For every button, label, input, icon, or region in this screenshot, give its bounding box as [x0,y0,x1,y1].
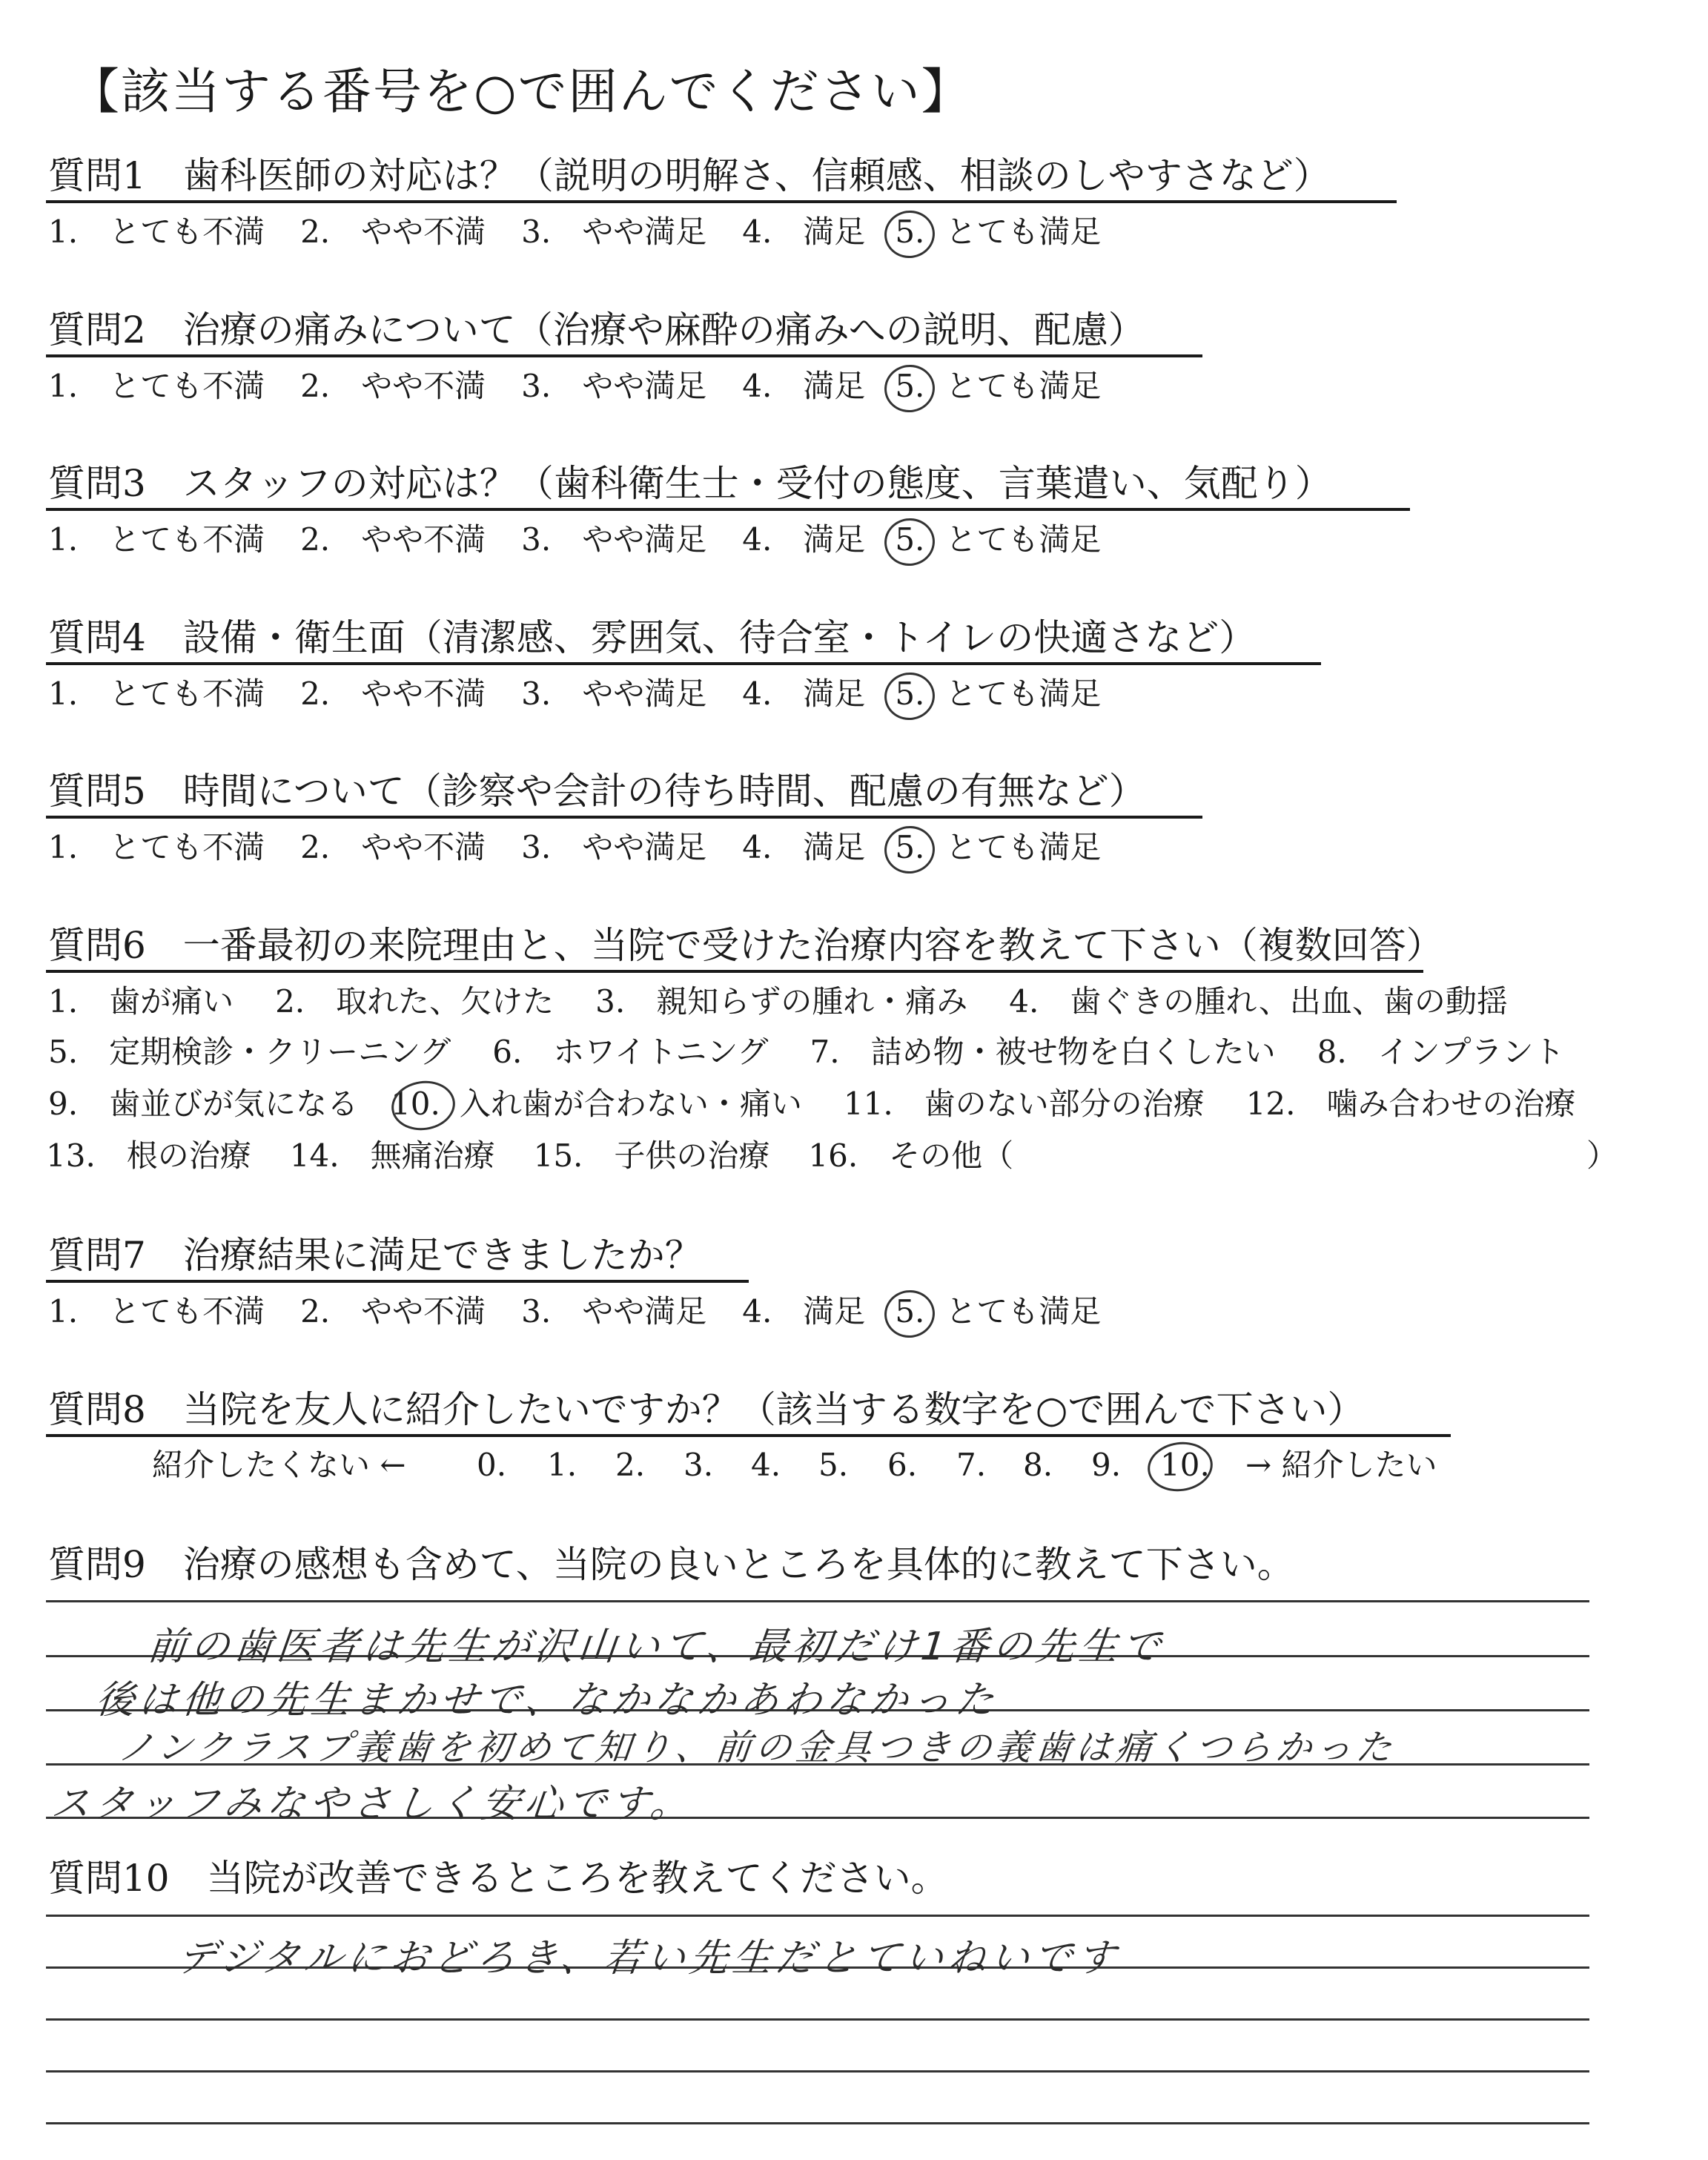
question-5-options [48,829,1102,865]
q6-option-9[interactable]: 9. 歯並びが気になる [48,1086,359,1122]
q9-answer-line-2: 後は他の先生まかせで、なかなかあわなかった [93,1678,1001,1723]
question-4-options [48,678,1101,710]
question-2-title: 質問2 治療の痛みについて（治療や麻酔の痛みへの説明、配慮） [48,308,1145,351]
question-4-underline [46,662,1321,665]
q8-option-5[interactable]: 5. [818,1447,849,1483]
question-8-right-label: → 紹介したい [1245,1447,1437,1483]
option-3[interactable]: 3. やや満足 [521,368,707,404]
question-5-title: 質問5 時間について（診察や会計の待ち時間、配慮の有無など） [48,770,1146,813]
question-6-row-1 [48,983,1508,1020]
option-5-label: とても満足 [945,676,1102,712]
answer-line [46,1915,1589,1917]
q8-option-3[interactable]: 3. [683,1447,714,1483]
option-5-label: とても満足 [945,829,1102,865]
q6-option-10-label: 入れ歯が合わない・痛い [459,1086,802,1122]
option-2[interactable]: 2. やや不満 [300,368,486,404]
q6-option-12[interactable]: 12. 噛み合わせの治療 [1245,1086,1576,1122]
other-close-paren: ） [1586,1137,1618,1174]
q6-option-10[interactable]: 10. [391,1086,440,1122]
q6-option-4[interactable]: 4. 歯ぐきの腫れ、出血、歯の動揺 [1009,983,1508,1020]
option-5[interactable]: 5. [895,829,925,865]
option-4[interactable]: 4. 満足 [742,214,866,250]
q8-option-7[interactable]: 7. [956,1447,987,1483]
option-5[interactable]: 5. [895,214,925,250]
option-2[interactable]: 2. やや不満 [300,1293,486,1330]
question-5-underline [46,816,1202,819]
option-1[interactable]: 1. とても不満 [48,214,265,250]
answer-line [46,2122,1589,2124]
q6-option-2[interactable]: 2. 取れた、欠けた [275,983,555,1020]
question-6-title: 質問6 一番最初の来院理由と、当院で受けた治療内容を教えて下さい（複数回答） [48,924,1443,967]
option-1[interactable]: 1. とても不満 [48,368,265,404]
q9-answer-line-1: 前の歯医者は先生が沢山いて、最初だけ1番の先生で [145,1625,1168,1669]
option-3[interactable]: 3. やや満足 [521,1293,707,1330]
q8-option-4[interactable]: 4. [751,1447,781,1483]
q8-option-1[interactable]: 1. [547,1447,577,1483]
question-8-title: 質問8 当院を友人に紹介したいですか？（該当する数字を○で囲んで下さい） [48,1388,1365,1431]
question-6-row-3 [48,1086,1576,1122]
question-1-underline [46,200,1397,203]
question-6-row-4 [46,1137,1014,1174]
question-6-underline [46,970,1423,973]
option-4[interactable]: 4. 満足 [742,829,866,865]
q9-answer-line-3: ノンクラスプ義歯を初めて知り、前の金具つきの義歯は痛くつらかった [116,1727,1399,1768]
q8-option-8[interactable]: 8. [1023,1447,1053,1483]
question-7-underline [46,1280,749,1283]
question-9-title: 質問9 治療の感想も含めて、当院の良いところを具体的に教えて下さい。 [48,1543,1294,1586]
q8-option-0[interactable]: 0. [477,1447,507,1483]
option-4[interactable]: 4. 満足 [742,1293,866,1330]
q6-option-14[interactable]: 14. 無痛治療 [289,1137,495,1174]
option-5[interactable]: 5. [895,521,925,558]
question-7-title: 質問7 治療結果に満足できましたか？ [48,1234,702,1277]
question-3-underline [46,508,1410,511]
option-5[interactable]: 5. [895,676,925,712]
question-8-underline [46,1434,1451,1437]
selected-circle-q7 [881,1287,938,1341]
option-5-label: とても満足 [945,1293,1102,1330]
q6-option-8[interactable]: 8. インプラント [1317,1034,1565,1070]
answer-line [46,2018,1589,2021]
q8-option-2[interactable]: 2. [615,1447,646,1483]
option-1[interactable]: 1. とても不満 [48,521,265,558]
option-5[interactable]: 5. [895,368,925,404]
answer-line [46,2070,1589,2073]
option-5-label: とても満足 [945,521,1102,558]
form-heading: 【該当する番号を○で囲んでください】 [70,63,972,120]
question-1-options [48,214,1102,250]
option-5-label: とても満足 [945,368,1102,404]
option-2[interactable]: 2. やや不満 [300,676,486,712]
question-4-title: 質問4 設備・衛生面（清潔感、雰囲気、待合室・トイレの快適さなど） [48,616,1257,659]
question-8-left-label: 紹介したくない ← [152,1447,406,1483]
option-3[interactable]: 3. やや満足 [521,521,707,558]
selected-circle-q5 [881,823,938,877]
question-2-options [48,368,1102,404]
option-4[interactable]: 4. 満足 [742,368,866,404]
question-1-title: 質問1 歯科医師の対応は？（説明の明解さ、信頼感、相談のしやすさなど） [48,154,1331,197]
q8-option-6[interactable]: 6. [887,1447,918,1483]
answer-line [46,1600,1589,1602]
question-6-row-2 [48,1034,1565,1070]
q6-option-11[interactable]: 11. 歯のない部分の治療 [843,1086,1205,1122]
option-2[interactable]: 2. やや不満 [300,521,486,558]
q6-option-1[interactable]: 1. 歯が痛い [48,983,234,1020]
q10-answer-line-1: デジタルにおどろき、若い先生だとていねいです [175,1936,1122,1981]
option-5[interactable]: 5. [895,1293,925,1330]
option-2[interactable]: 2. やや不満 [300,214,486,250]
option-3[interactable]: 3. やや満足 [521,676,707,712]
q6-option-16[interactable]: 16. その他（ [808,1137,1014,1174]
q6-option-7[interactable]: 7. 詰め物・被せ物を白くしたい [810,1034,1276,1070]
option-1[interactable]: 1. とても不満 [48,676,265,712]
option-3[interactable]: 3. やや満足 [521,829,707,865]
selected-circle-q1 [881,208,938,262]
option-4[interactable]: 4. 満足 [742,676,866,712]
selected-circle-q4 [881,670,938,724]
q6-option-5[interactable]: 5. 定期検診・クリーニング [48,1034,451,1070]
option-5-label: とても満足 [945,214,1102,250]
question-7-options [48,1293,1102,1330]
option-4[interactable]: 4. 満足 [742,521,866,558]
option-3[interactable]: 3. やや満足 [521,214,707,250]
q6-option-15[interactable]: 15. 子供の治療 [533,1137,770,1174]
option-2[interactable]: 2. やや不満 [300,829,486,865]
q8-option-9[interactable]: 9. [1091,1447,1122,1483]
option-1[interactable]: 1. とても不満 [48,829,265,865]
question-2-underline [46,354,1202,357]
question-3-title: 質問3 スタッフの対応は？（歯科衛生士・受付の態度、言葉遣い、気配り） [48,462,1332,505]
question-3-options [48,521,1102,558]
selected-circle-q2 [881,362,938,416]
selected-circle-q3 [881,515,938,569]
q8-option-10[interactable]: 10. [1160,1447,1210,1483]
q6-option-3[interactable]: 3. 親知らずの腫れ・痛み [595,983,968,1020]
option-1[interactable]: 1. とても不満 [48,1293,265,1330]
q6-option-13[interactable]: 13. 根の治療 [46,1137,251,1174]
q9-answer-line-4: スタッフみなやさしく安心です。 [49,1782,696,1826]
question-10-title: 質問10 当院が改善できるところを教えてください。 [48,1857,948,1900]
q6-option-6[interactable]: 6. ホワイトニング [492,1034,769,1070]
